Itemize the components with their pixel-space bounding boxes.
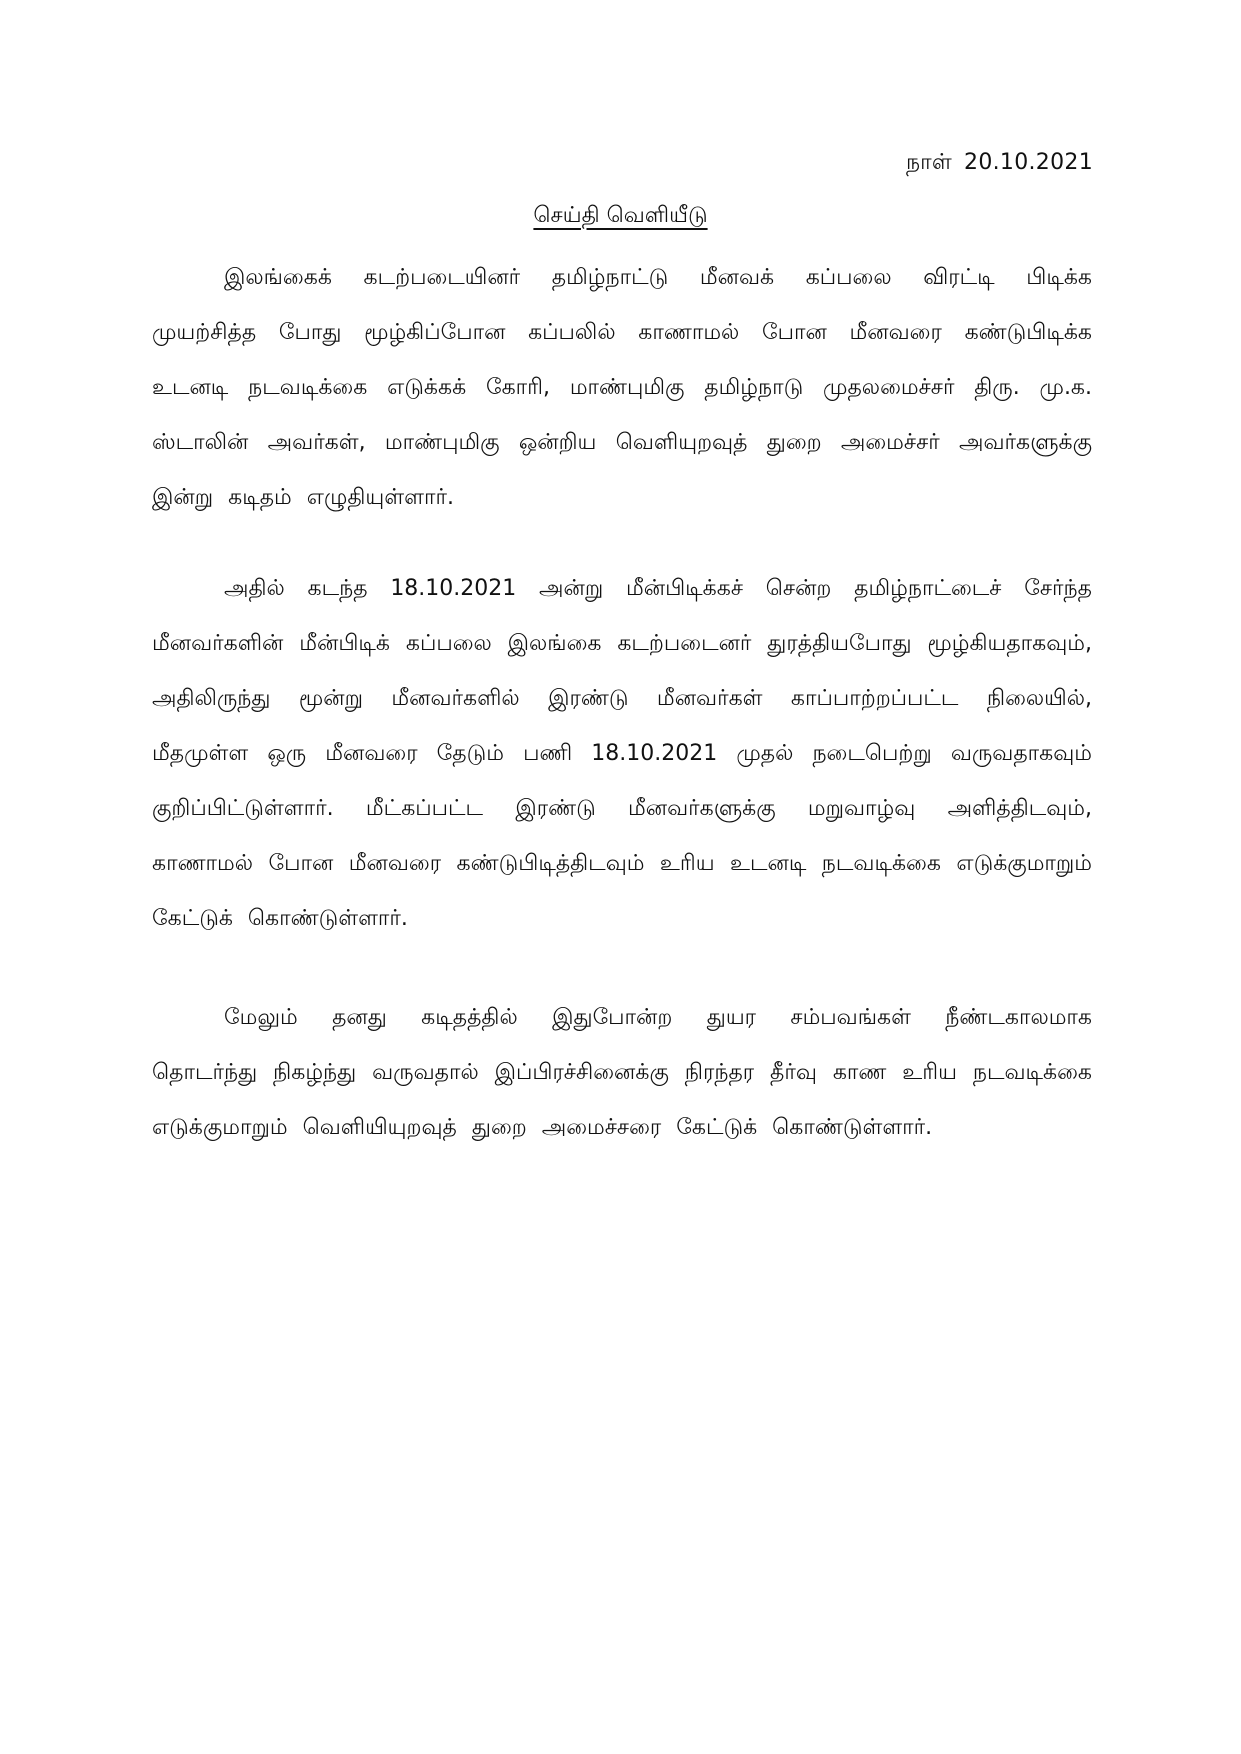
paragraph-3: மேலும் தனது கடிதத்தில் இதுபோன்ற துயர சம்பவங்கள் நீண்டகாலமாக தொடர்ந்து நிகழ்ந்து வருவதால் இப்பிரச்சினைக்கு நிரந்தர தீர்வு காண உரிய நடவடிக்கை எடுக்குமாறும் வெளியியுறவுத் துறை அமைச்சரை கேட்டுக் கொண்டுள்ளார். — [152, 1005, 1092, 1140]
title-text: செய்தி வெளியீடு — [533, 203, 708, 228]
date-label: நாள் — [905, 150, 953, 175]
paragraph-3-block — [152, 990, 1092, 1185]
paragraph-2-block — [152, 561, 1092, 976]
date-value: 20.10.2021 — [964, 150, 1093, 175]
paragraph-1: இலங்கைக் கடற்படையினர் தமிழ்நாட்டு மீனவக் கப்பலை விரட்டி பிடிக்க முயற்சித்த போது மூழ்கிப்போன கப்பலில் காணாமல் போன மீனவரை கண்டுபிடிக்க உடனடி நடவடிக்கை எடுக்கக் கோரி, மாண்புமிகு தமிழ்நாடு முதலமைச்சர் திரு. மு.க. ஸ்டாலின் அவர்கள், மாண்புமிகு ஒன்றிய வெளியுறவுத் துறை அமைச்சர் அவர்களுக்கு இன்று கடிதம் எழுதியுள்ளார். — [152, 265, 1092, 510]
paragraph-1-block — [152, 250, 1092, 555]
document-title — [0, 203, 1241, 231]
date-line — [906, 150, 1093, 178]
paragraph-2: அதில் கடந்த 18.10.2021 அன்று மீன்பிடிக்கச் சென்ற தமிழ்நாட்டைச் சேர்ந்த மீனவர்களின் மீன்பிடிக் கப்பலை இலங்கை கடற்படைனர் துரத்தியபோது மூழ்கியதாகவும், அதிலிருந்து மூன்று மீனவர்களில் இரண்டு மீனவர்கள் காப்பாற்றப்பட்ட நிலையில், மீதமுள்ள ஒரு மீனவரை தேடும் பணி 18.10.2021 முதல் நடைபெற்று வருவதாகவும் குறிப்பிட்டுள்ளார். மீட்கப்பட்ட இரண்டு மீனவர்களுக்கு மறுவாழ்வு அளித்திடவும், காணாமல் போன மீனவரை கண்டுபிடித்திடவும் உரிய உடனடி நடவடிக்கை எடுக்குமாறும் கேட்டுக் கொண்டுள்ளார். — [152, 576, 1092, 931]
